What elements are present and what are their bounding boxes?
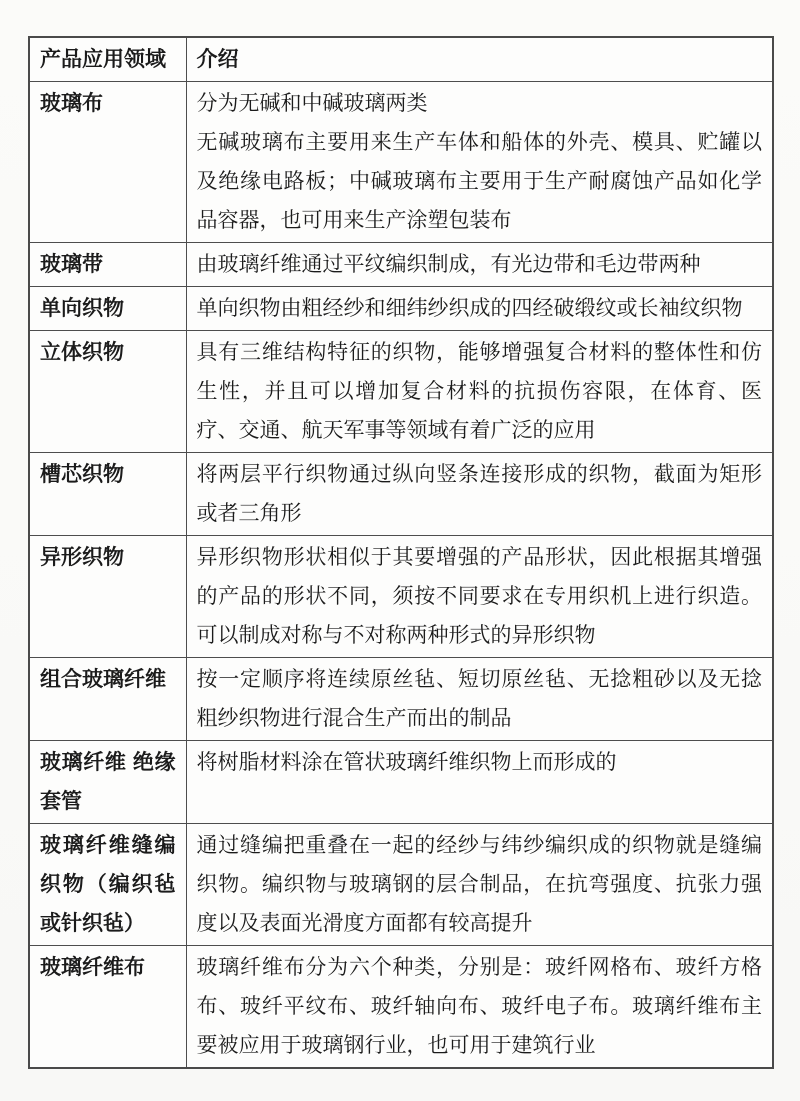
description-paragraph: 通过缝编把重叠在一起的经纱与纬纱编织成的织物就是缝编织物。编织物与玻璃钢的层合制品，在抗弯强度、抗张力强度以及表面光滑度方面都有较高提升 (196, 834, 762, 935)
row-description-cell (186, 536, 773, 658)
table-row (29, 536, 773, 658)
header-row (29, 37, 773, 82)
table-row (29, 287, 773, 331)
row-description-cell (186, 453, 773, 536)
description-paragraph: 将树脂材料涂在管状玻璃纤维织物上而形成的 (196, 751, 617, 774)
row-area-label: 异形织物 (40, 546, 124, 569)
row-description-cell (186, 946, 773, 1069)
row-description-cell (186, 331, 773, 453)
row-area-cell (29, 287, 186, 331)
description-paragraph: 将两层平行织物通过纵向竖条连接形成的织物，截面为矩形或者三角形 (196, 463, 762, 525)
row-area-label: 玻璃纤维布 (40, 956, 145, 979)
description-paragraph: 异形织物形状相似于其要增强的产品形状，因此根据其增强的产品的形状不同，须按不同要求在专用织机上进行织造。可以制成对称与不对称两种形式的异形织物 (196, 546, 762, 647)
row-area-cell (29, 824, 186, 946)
table-row (29, 331, 773, 453)
table-body (29, 82, 773, 1069)
row-area-label: 玻璃纤维缝编织物（编织毡或针织毡） (40, 834, 176, 935)
product-application-table (28, 36, 774, 1069)
row-description-cell (186, 824, 773, 946)
row-area-label: 槽芯织物 (40, 463, 124, 486)
row-area-label: 立体织物 (40, 341, 124, 364)
description-paragraph: 由玻璃纤维通过平纹编织制成，有光边带和毛边带两种 (196, 253, 701, 276)
description-paragraph: 按一定顺序将连续原丝毡、短切原丝毡、无捻粗砂以及无捻粗纱织物进行混合生产而出的制品 (196, 668, 762, 730)
header-product-application-area: 产品应用领域 (29, 37, 186, 82)
row-area-label: 玻璃纤维 绝缘套管 (40, 751, 176, 813)
row-area-cell (29, 243, 186, 287)
row-area-cell (29, 536, 186, 658)
table-header (29, 37, 773, 82)
description-paragraph: 玻璃纤维布分为六个种类，分别是：玻纤网格布、玻纤方格布、玻纤平纹布、玻纤轴向布、玻纤电子布。玻璃纤维布主要被应用于玻璃钢行业，也可用于建筑行业 (196, 956, 762, 1057)
table-row (29, 453, 773, 536)
table-row (29, 82, 773, 243)
table-row (29, 243, 773, 287)
row-description-cell (186, 741, 773, 824)
table-row (29, 741, 773, 824)
row-area-label: 玻璃布 (40, 92, 103, 115)
row-area-label: 单向织物 (40, 297, 124, 320)
row-description-cell (186, 82, 773, 243)
table-row (29, 658, 773, 741)
row-area-cell (29, 331, 186, 453)
header-introduction: 介绍 (186, 37, 773, 82)
row-description-cell (186, 658, 773, 741)
row-area-label: 玻璃带 (40, 253, 103, 276)
row-description-cell (186, 287, 773, 331)
table-row (29, 946, 773, 1069)
row-area-cell (29, 658, 186, 741)
row-area-cell (29, 741, 186, 824)
description-paragraph: 单向织物由粗经纱和细纬纱织成的四经破缎纹或长袖纹织物 (196, 297, 743, 320)
description-paragraph: 无碱玻璃布主要用来生产车体和船体的外壳、模具、贮罐以及绝缘电路板；中碱玻璃布主要用于生产耐腐蚀产品如化学品容器，也可用来生产涂塑包装布 (196, 131, 762, 232)
row-area-cell (29, 946, 186, 1069)
description-paragraph: 分为无碱和中碱玻璃两类 (196, 92, 428, 115)
row-area-cell (29, 453, 186, 536)
row-description-cell (186, 243, 773, 287)
row-area-label: 组合玻璃纤维 (40, 668, 166, 691)
description-paragraph: 具有三维结构特征的织物，能够增强复合材料的整体性和仿生性，并且可以增加复合材料的抗损伤容限，在体育、医疗、交通、航天军事等领域有着广泛的应用 (196, 341, 762, 442)
table-row (29, 824, 773, 946)
row-area-cell (29, 82, 186, 243)
